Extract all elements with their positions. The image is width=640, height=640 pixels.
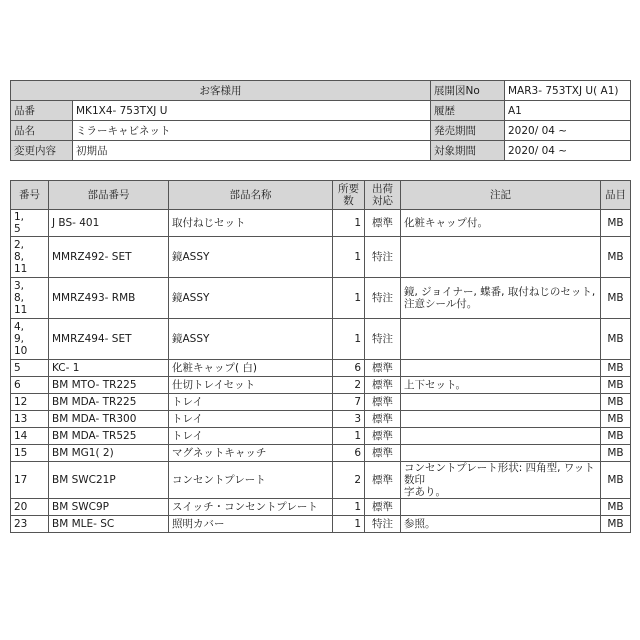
history-label: 履歴 <box>431 101 505 121</box>
product-name-label: 品名 <box>11 121 73 141</box>
row-part-number: BM MG1( 2) <box>49 445 169 462</box>
row-shipping: 標準 <box>365 377 401 394</box>
part-no-label: 品番 <box>11 101 73 121</box>
row-part-name: トレイ <box>169 394 333 411</box>
header-no: 番号 <box>11 181 49 210</box>
row-notes <box>401 499 601 516</box>
row-shipping: 特注 <box>365 516 401 533</box>
table-row <box>11 237 631 278</box>
row-notes: 参照。 <box>401 516 601 533</box>
row-quantity: 1 <box>333 499 365 516</box>
row-part-name: 仕切トレイセット <box>169 377 333 394</box>
header-shipping-line2: 対応 <box>372 195 393 207</box>
row-part-number: BM MDA- TR225 <box>49 394 169 411</box>
row-number: 14 <box>11 428 49 445</box>
row-quantity: 1 <box>333 319 365 360</box>
row-part-number: BM SWC9P <box>49 499 169 516</box>
row-quantity: 6 <box>333 360 365 377</box>
row-number: 6 <box>11 377 49 394</box>
row-item: MB <box>601 360 631 377</box>
row-part-number: BM MDA- TR300 <box>49 411 169 428</box>
row-quantity: 2 <box>333 377 365 394</box>
row-notes: 化粧キャップ付。 <box>401 210 601 237</box>
table-row <box>11 278 631 319</box>
parts-table <box>10 180 631 533</box>
table-row <box>11 462 631 499</box>
row-shipping: 特注 <box>365 319 401 360</box>
drawing-no-value: MAR3- 753TXJ U( A1) <box>505 81 631 101</box>
change-content-label: 変更内容 <box>11 141 73 161</box>
row-number: 15 <box>11 445 49 462</box>
row-shipping: 標準 <box>365 394 401 411</box>
header-quantity <box>333 181 365 210</box>
row-number: 3, 8, 11 <box>11 278 49 319</box>
header-shipping <box>365 181 401 210</box>
document-info-table <box>10 80 631 161</box>
row-number: 2, 8, 11 <box>11 237 49 278</box>
table-row <box>11 394 631 411</box>
table-row <box>11 428 631 445</box>
row-part-name: 化粧キャップ( 白) <box>169 360 333 377</box>
row-part-name: コンセントプレート <box>169 462 333 499</box>
row-item: MB <box>601 278 631 319</box>
header-shipping-line1: 出荷 <box>372 183 393 195</box>
header-notes: 注記 <box>401 181 601 210</box>
header-part-name: 部品名称 <box>169 181 333 210</box>
row-notes: 鏡, ジョイナー, 蝶番, 取付ねじのセット, 注意シール付。 <box>401 278 601 319</box>
row-part-name: 鏡ASSY <box>169 278 333 319</box>
row-item: MB <box>601 237 631 278</box>
row-part-number: MMRZ493- RMB <box>49 278 169 319</box>
row-number: 23 <box>11 516 49 533</box>
row-shipping: 特注 <box>365 278 401 319</box>
row-part-name: 取付ねじセット <box>169 210 333 237</box>
row-shipping: 標準 <box>365 499 401 516</box>
row-shipping: 特注 <box>365 237 401 278</box>
parts-table-body <box>11 210 631 533</box>
row-number: 4, 9, 10 <box>11 319 49 360</box>
row-part-name: トレイ <box>169 428 333 445</box>
parts-table-header-row <box>11 181 631 210</box>
row-shipping: 標準 <box>365 360 401 377</box>
row-notes <box>401 319 601 360</box>
row-number: 12 <box>11 394 49 411</box>
row-notes <box>401 428 601 445</box>
row-shipping: 標準 <box>365 462 401 499</box>
row-quantity: 6 <box>333 445 365 462</box>
row-part-name: 鏡ASSY <box>169 237 333 278</box>
row-quantity: 1 <box>333 278 365 319</box>
row-quantity: 1 <box>333 428 365 445</box>
row-part-name: スイッチ・コンセントプレート <box>169 499 333 516</box>
table-row <box>11 319 631 360</box>
customer-header: お客様用 <box>11 81 431 101</box>
header-item: 品目 <box>601 181 631 210</box>
row-part-name: 照明カバー <box>169 516 333 533</box>
row-part-name: トレイ <box>169 411 333 428</box>
row-item: MB <box>601 377 631 394</box>
row-quantity: 1 <box>333 210 365 237</box>
row-item: MB <box>601 445 631 462</box>
row-number: 1, 5 <box>11 210 49 237</box>
row-number: 20 <box>11 499 49 516</box>
product-name-value: ミラーキャビネット <box>73 121 431 141</box>
row-part-name: マグネットキャッチ <box>169 445 333 462</box>
drawing-no-label: 展開図No <box>431 81 505 101</box>
table-row <box>11 377 631 394</box>
row-part-number: KC- 1 <box>49 360 169 377</box>
row-notes: コンセントプレート形状: 四角型, ワット数印 字あり。 <box>401 462 601 499</box>
row-item: MB <box>601 411 631 428</box>
row-item: MB <box>601 516 631 533</box>
target-period-label: 対象期間 <box>431 141 505 161</box>
row-notes: 上下セット。 <box>401 377 601 394</box>
row-notes <box>401 360 601 377</box>
table-row <box>11 210 631 237</box>
release-period-label: 発売期間 <box>431 121 505 141</box>
row-part-name: 鏡ASSY <box>169 319 333 360</box>
row-notes <box>401 445 601 462</box>
row-part-number: MMRZ494- SET <box>49 319 169 360</box>
row-number: 5 <box>11 360 49 377</box>
table-row <box>11 516 631 533</box>
row-notes <box>401 411 601 428</box>
row-item: MB <box>601 499 631 516</box>
row-item: MB <box>601 210 631 237</box>
row-shipping: 標準 <box>365 411 401 428</box>
row-quantity: 1 <box>333 516 365 533</box>
row-part-number: J BS- 401 <box>49 210 169 237</box>
row-item: MB <box>601 394 631 411</box>
row-quantity: 3 <box>333 411 365 428</box>
row-item: MB <box>601 462 631 499</box>
change-content-value: 初期品 <box>73 141 431 161</box>
table-row <box>11 360 631 377</box>
row-number: 13 <box>11 411 49 428</box>
row-shipping: 標準 <box>365 428 401 445</box>
row-part-number: BM MLE- SC <box>49 516 169 533</box>
table-row <box>11 499 631 516</box>
row-part-number: BM SWC21P <box>49 462 169 499</box>
row-shipping: 標準 <box>365 445 401 462</box>
row-quantity: 2 <box>333 462 365 499</box>
row-quantity: 7 <box>333 394 365 411</box>
header-quantity-line2: 数 <box>343 195 354 207</box>
target-period-value: 2020/ 04 ~ <box>505 141 631 161</box>
table-row <box>11 445 631 462</box>
row-quantity: 1 <box>333 237 365 278</box>
row-shipping: 標準 <box>365 210 401 237</box>
release-period-value: 2020/ 04 ~ <box>505 121 631 141</box>
row-notes <box>401 394 601 411</box>
row-item: MB <box>601 319 631 360</box>
history-value: A1 <box>505 101 631 121</box>
header-quantity-line1: 所要 <box>338 183 359 195</box>
row-item: MB <box>601 428 631 445</box>
row-part-number: MMRZ492- SET <box>49 237 169 278</box>
row-number: 17 <box>11 462 49 499</box>
header-part-number: 部品番号 <box>49 181 169 210</box>
table-row <box>11 411 631 428</box>
row-part-number: BM MTO- TR225 <box>49 377 169 394</box>
part-no-value: MK1X4- 753TXJ U <box>73 101 431 121</box>
row-notes <box>401 237 601 278</box>
row-part-number: BM MDA- TR525 <box>49 428 169 445</box>
